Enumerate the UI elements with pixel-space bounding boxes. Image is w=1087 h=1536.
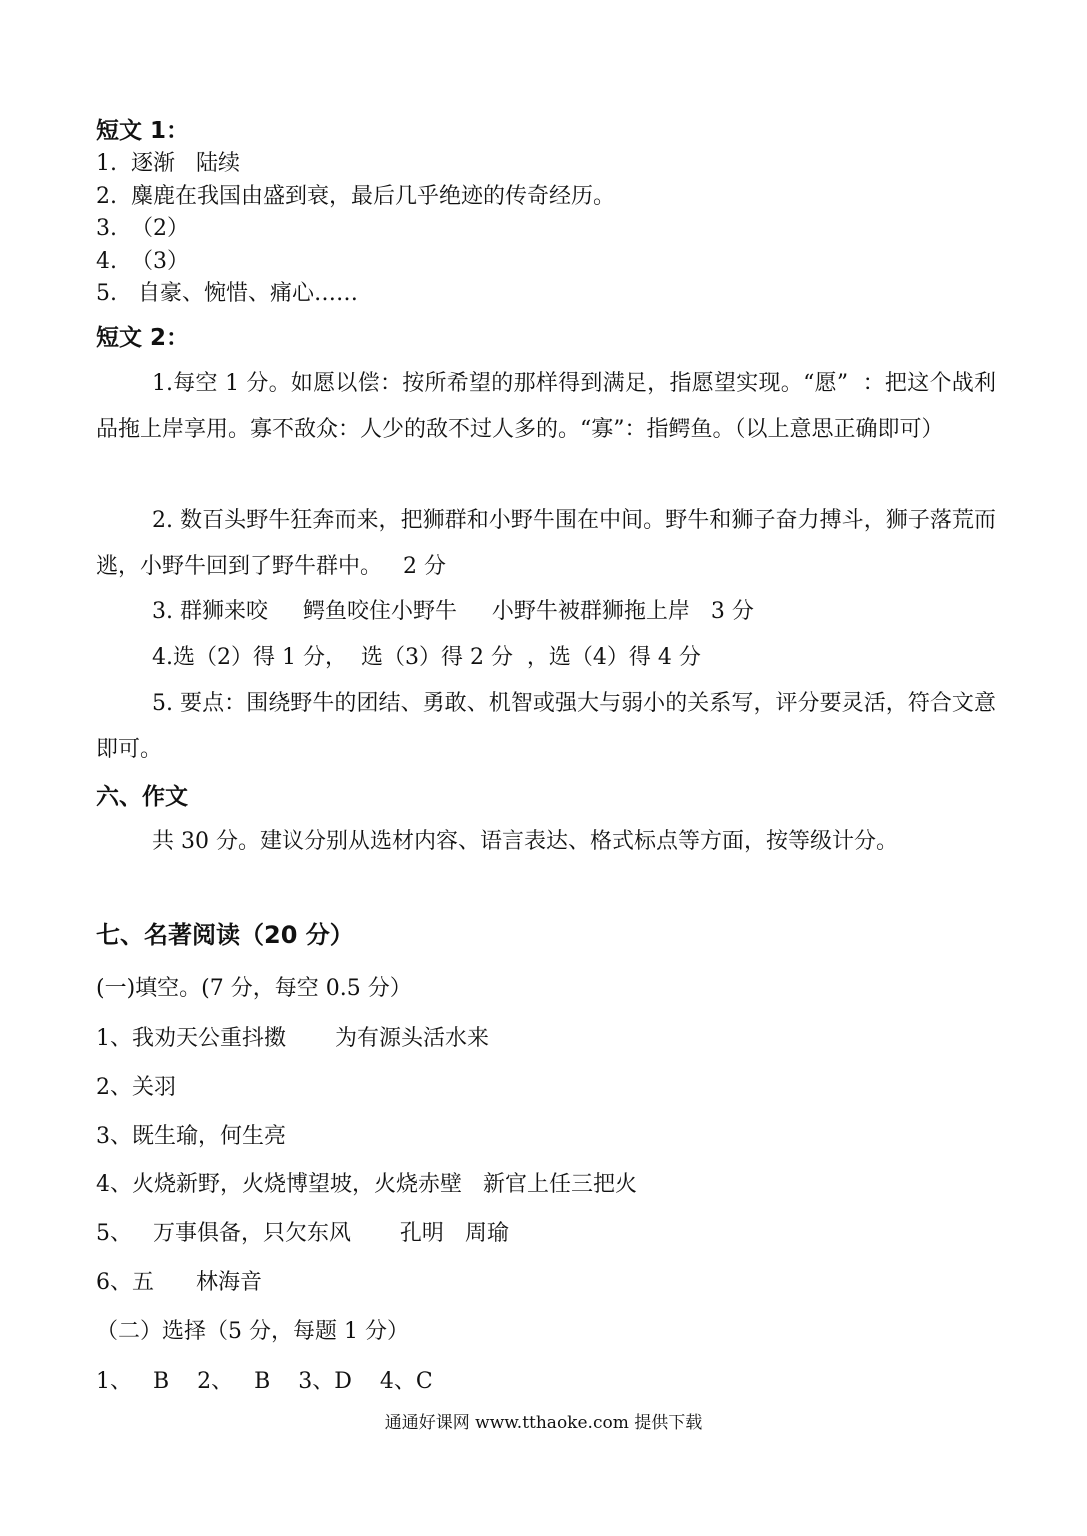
section2-paragraph-4: 4.选（2）得 1 分， 选（3）得 2 分 ，选（4）得 4 分 — [152, 645, 701, 670]
section7-item-6: 6、五 林海音 — [96, 1270, 262, 1295]
footer-credit: 通通好课网 www.tthaoke.com 提供下载 — [384, 1413, 703, 1433]
section1-title: 短文 1： — [96, 118, 190, 144]
section2-title: 短文 2： — [96, 325, 190, 351]
section2-paragraph-2: 2. 数百头野牛狂奔而来，把狮群和小野牛围在中间。野牛和狮子奋力搏斗，狮子落荒而逃，小野牛回到了野牛群中。 2 分 — [96, 508, 996, 579]
section2-paragraph-1: 1.每空 1 分。如愿以偿：按所希望的那样得到满足，指愿望实现。“愿” ：把这个战利品拖上岸享用。寡不敌众：人少的敌不过人多的。“寡”：指鳄鱼。（以上意思正确即可） — [96, 371, 996, 442]
section7-fill-blank-heading: (一)填空。(7 分，每空 0.5 分） — [96, 976, 412, 1001]
section7-item-4: 4、火烧新野，火烧博望坡，火烧赤壁 新官上任三把火 — [96, 1172, 637, 1197]
section1-item-2: 2. 麋鹿在我国由盛到衰，最后几乎绝迹的传奇经历。 — [96, 184, 615, 209]
section7-item-2: 2、关羽 — [96, 1075, 176, 1100]
section6-title: 六、作文 — [96, 784, 188, 810]
section7-choice-heading: （二）选择（5 分，每题 1 分） — [96, 1319, 409, 1344]
section7-choice-answers: 1、 B 2、 B 3、D 4、C — [96, 1369, 433, 1394]
section1-item-1: 1. 逐渐 陆续 — [96, 151, 240, 176]
section2-paragraph-5: 5. 要点：围绕野牛的团结、勇敢、机智或强大与弱小的关系写，评分要灵活，符合文意即可。 — [96, 691, 996, 762]
section2-paragraph-3: 3. 群狮来咬 鳄鱼咬住小野牛 小野牛被群狮拖上岸 3 分 — [152, 599, 754, 624]
section7-item-1: 1、我劝天公重抖擞 为有源头活水来 — [96, 1026, 489, 1051]
section7-title: 七、名著阅读（20 分） — [96, 921, 354, 949]
section1-item-4: 4. （3） — [96, 249, 189, 274]
section1-item-3: 3. （2） — [96, 216, 189, 241]
section6-paragraph: 共 30 分。建议分别从选材内容、语言表达、格式标点等方面，按等级计分。 — [152, 829, 898, 854]
section7-item-3: 3、既生瑜，何生亮 — [96, 1124, 286, 1149]
section7-item-5: 5、 万事俱备，只欠东风 孔明 周瑜 — [96, 1221, 509, 1246]
section1-item-5: 5. 自豪、惋惜、痛心…… — [96, 281, 358, 306]
